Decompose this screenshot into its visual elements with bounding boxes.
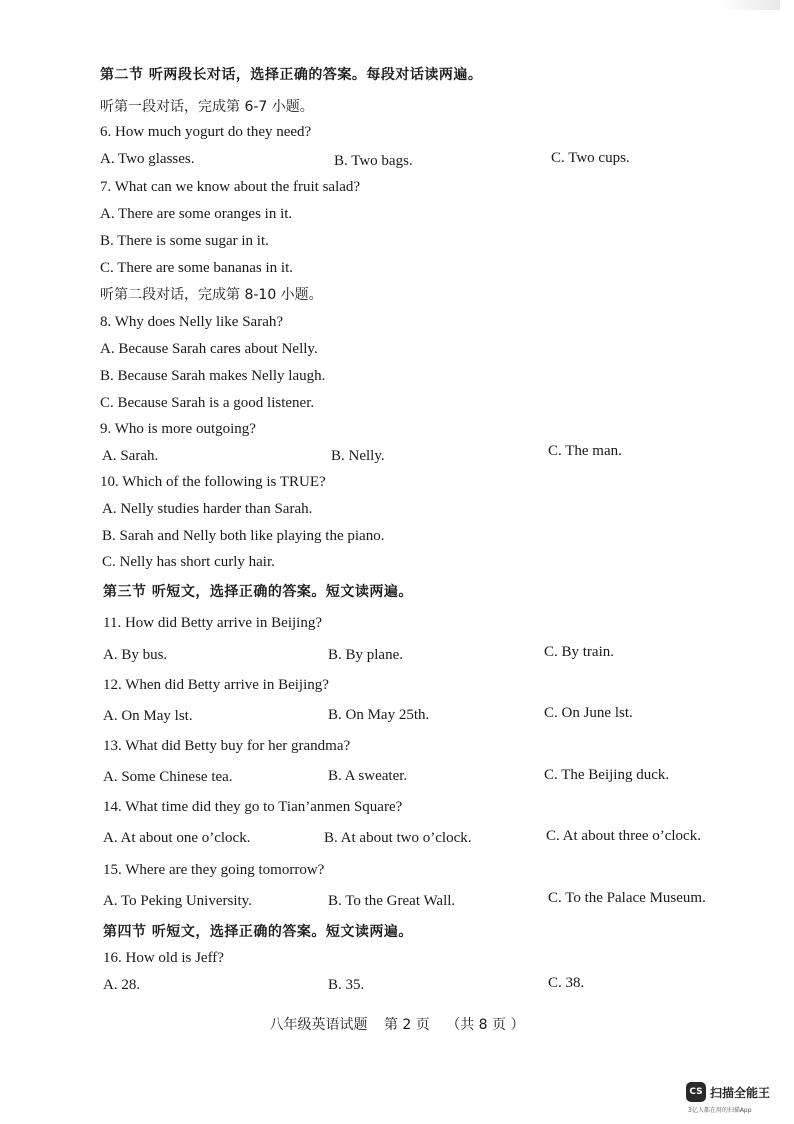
section-3-header: 第三节 听短文，选择正确的答案。短文读两遍。: [103, 584, 413, 600]
q9-option-b: B. Nelly.: [331, 448, 385, 464]
q9-option-c: C. The man.: [548, 443, 622, 459]
q13-option-c: C. The Beijing duck.: [544, 767, 670, 783]
scan-edge-shadow: [720, 0, 780, 10]
q14-option-c: C. At about three o’clock.: [546, 828, 701, 844]
footer-exam-title: 八年级英语试题: [269, 1017, 368, 1033]
question-16: 16. How old is Jeff?: [103, 950, 224, 966]
watermark-app-name: 扫描全能王: [710, 1086, 771, 1100]
q6-option-a: A. Two glasses.: [100, 151, 195, 167]
q15-option-b: B. To the Great Wall.: [328, 893, 456, 909]
question-7: 7. What can we know about the fruit salad?: [100, 179, 361, 195]
footer-page-number: 第 2 页: [383, 1017, 430, 1033]
q16-option-a: A. 28.: [103, 977, 141, 993]
section-4-header: 第四节 听短文，选择正确的答案。短文读两遍。: [103, 924, 413, 940]
scanner-watermark: [686, 1080, 786, 1116]
dialog-1-instruction: 听第一段对话，完成第 6-7 小题。: [100, 99, 314, 115]
question-10: 10. Which of the following is TRUE?: [100, 474, 326, 490]
q12-option-b: B. On May 25th.: [328, 707, 430, 723]
question-8: 8. Why does Nelly like Sarah?: [100, 314, 284, 330]
q11-option-a: A. By bus.: [103, 647, 168, 663]
q6-option-b: B. Two bags.: [334, 153, 413, 169]
q10-option-c: C. Nelly has short curly hair.: [102, 554, 275, 570]
dialog-2-instruction: 听第二段对话，完成第 8-10 小题。: [100, 287, 323, 303]
question-14: 14. What time did they go to Tian’anmen Square?: [103, 799, 403, 815]
footer-total-pages: （共 8 页 ）: [446, 1017, 525, 1033]
q16-option-b: B. 35.: [328, 977, 365, 993]
question-11: 11. How did Betty arrive in Beijing?: [103, 615, 322, 631]
question-9: 9. Who is more outgoing?: [100, 421, 256, 437]
question-12: 12. When did Betty arrive in Beijing?: [103, 677, 329, 693]
question-15: 15. Where are they going tomorrow?: [103, 862, 325, 878]
q13-option-b: B. A sweater.: [328, 768, 408, 784]
page-footer: [0, 1014, 794, 1034]
q9-option-a: A. Sarah.: [102, 448, 159, 464]
q12-option-a: A. On May lst.: [103, 708, 193, 724]
q8-option-a: A. Because Sarah cares about Nelly.: [100, 341, 318, 357]
q13-option-a: A. Some Chinese tea.: [103, 769, 233, 785]
q8-option-b: B. Because Sarah makes Nelly laugh.: [100, 368, 326, 384]
q8-option-c: C. Because Sarah is a good listener.: [100, 395, 315, 411]
q15-option-c: C. To the Palace Museum.: [548, 890, 706, 906]
q11-option-c: C. By train.: [544, 644, 614, 660]
q6-option-c: C. Two cups.: [551, 150, 630, 166]
q11-option-b: B. By plane.: [328, 647, 403, 663]
camscanner-logo-icon: CS: [686, 1082, 706, 1102]
watermark-tagline: 3亿人都在用的扫描App: [688, 1107, 752, 1114]
q7-option-c: C. There are some bananas in it.: [100, 260, 293, 276]
section-2-header: 第二节 听两段长对话，选择正确的答案。每段对话读两遍。: [100, 67, 483, 83]
q16-option-c: C. 38.: [548, 975, 585, 991]
question-13: 13. What did Betty buy for her grandma?: [103, 738, 351, 754]
q7-option-a: A. There are some oranges in it.: [100, 206, 293, 222]
q14-option-a: A. At about one o’clock.: [103, 830, 251, 846]
q10-option-a: A. Nelly studies harder than Sarah.: [102, 501, 313, 517]
q15-option-a: A. To Peking University.: [103, 893, 252, 909]
q12-option-c: C. On June lst.: [544, 705, 633, 721]
question-6: 6. How much yogurt do they need?: [100, 124, 312, 140]
q10-option-b: B. Sarah and Nelly both like playing the piano.: [102, 528, 385, 544]
q7-option-b: B. There is some sugar in it.: [100, 233, 269, 249]
q14-option-b: B. At about two o’clock.: [324, 830, 472, 846]
